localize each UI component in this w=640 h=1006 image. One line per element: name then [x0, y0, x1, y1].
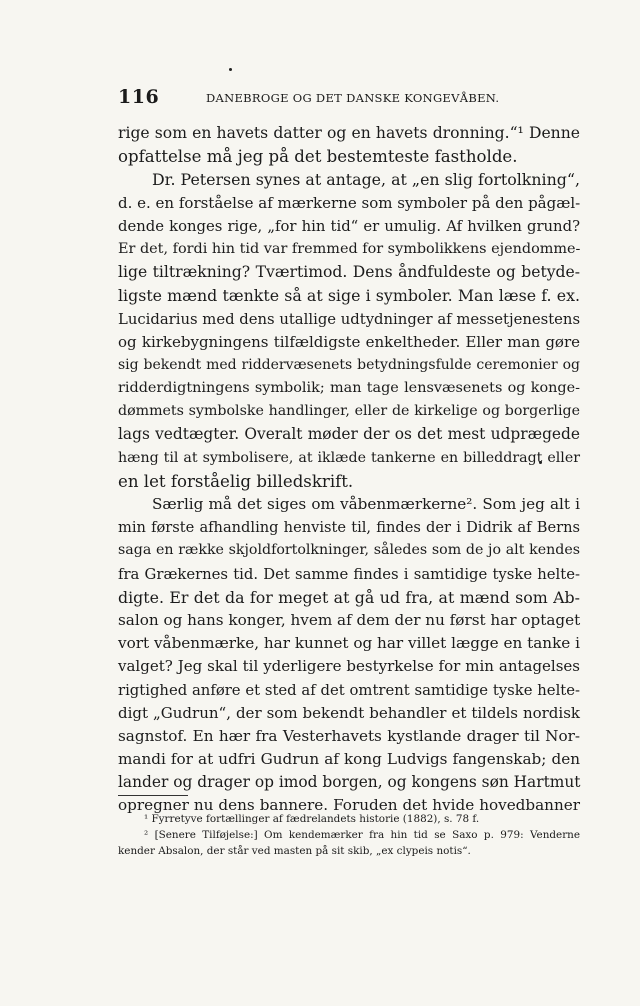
text-line: d. e. en forståelse af mærkerne som symboler på den pågæl- [118, 193, 581, 212]
text-line: rigtighed anføre et sted af det omtrent samtidige tyske helte- [118, 681, 580, 699]
text-line: og kirkebygningens tilfældigste enkeltheder. Eller man gøre [118, 332, 580, 351]
text-line: digte. Er det da for meget at gå ud fra, at mænd som Ab- [118, 587, 580, 607]
text-line: Lucidarius med dens utallige udtydninger af messetjenestens [118, 310, 581, 328]
text-line: dende konges rige, „for hin tid“ er umulig. Af hvilken grund? [118, 217, 580, 235]
text-line: Dr. Petersen synes at antage, at „en slig fortolkning“, [152, 170, 580, 190]
text-line: sagnstof. En hær fra Vesterhavets kystlande drager til Nor- [118, 726, 580, 745]
footnote-2: ² [Senere Tilføjelse:] Om kendemærker fra hin tid se Saxo p. 979: Venderne [144, 829, 580, 841]
text-line: lander og drager op imod borgen, og kongens søn Hartmut [118, 773, 581, 792]
text-line: lags vedtægter. Overalt møder der os det mest udprægede [118, 425, 580, 444]
text-line: ligste mænd tænkte så at sige i symboler. Man læse f. ex. [118, 286, 580, 306]
text-line: opregner nu dens bannere. Foruden det hvide hovedbanner [118, 796, 580, 815]
footnote-1: ¹ Fyrretyve fortællinger af fædrelandets historie (1882), s. 78 f. [144, 813, 480, 825]
text-line: Er det, fordi hin tid var fremmed for symbolikkens ejendomme- [118, 240, 581, 257]
text-line: salon og hans konger, hvem af dem der nu først har optaget [118, 610, 581, 629]
text-line: fra Grækernes tid. Det samme findes i samtidige tyske helte- [118, 565, 580, 583]
text-line: Særlig må det siges om våbenmærkerne². Som jeg alt i [152, 495, 580, 513]
footnotes [118, 811, 580, 859]
text-line: lige tiltrækning? Tværtimod. Dens åndfuldeste og betyde- [118, 263, 580, 282]
body-text [118, 122, 580, 818]
page-number: 116 [118, 86, 160, 108]
text-line: digt „Gudrun“, der som bekendt behandler et tildels nordisk [118, 703, 580, 722]
page-header [118, 86, 580, 108]
text-line: opfattelse må jeg på det bestemteste fastholde. [118, 147, 518, 167]
ink-speck [229, 68, 232, 71]
footnote-divider [118, 795, 188, 796]
text-line: valget? Jeg skal til yderligere bestyrkelse for min antagelses [118, 657, 580, 676]
text-line: en let forståelig billedskrift. [118, 471, 354, 491]
text-line: sig bekendt med riddervæsenets betydningsfulde ceremonier og [118, 356, 580, 373]
text-line: mandi for at udfri Gudrun af kong Ludvigs fangenskab; den [118, 750, 580, 769]
running-title: DANEBROGE OG DET DANSKE KONGEVÅBEN. [206, 91, 500, 105]
text-line: saga en række skjoldfortolkninger, således som de jo alt kendes [118, 542, 580, 559]
text-line: rige som en havets datter og en havets dronning.“¹ Denne [118, 124, 580, 142]
text-line: min første afhandling henviste til, findes der i Didrik af Berns [118, 519, 580, 537]
text-line: dømmets symbolske handlinger, eller de kirkelige og borgerlige [118, 403, 580, 420]
text-line: hæng til at symbolisere, at iklæde tankerne en billeddragt eller [118, 449, 580, 466]
text-line: vort våbenmærke, har kunnet og har villet lægge en tanke i [118, 634, 580, 653]
text-line: ridderdigtningens symbolik; man tage lensvæsenets og konge- [118, 380, 580, 397]
footnote-2-continuation: kender Absalon, der står ved masten på sit skib, „ex clypeis notis“. [118, 845, 471, 857]
